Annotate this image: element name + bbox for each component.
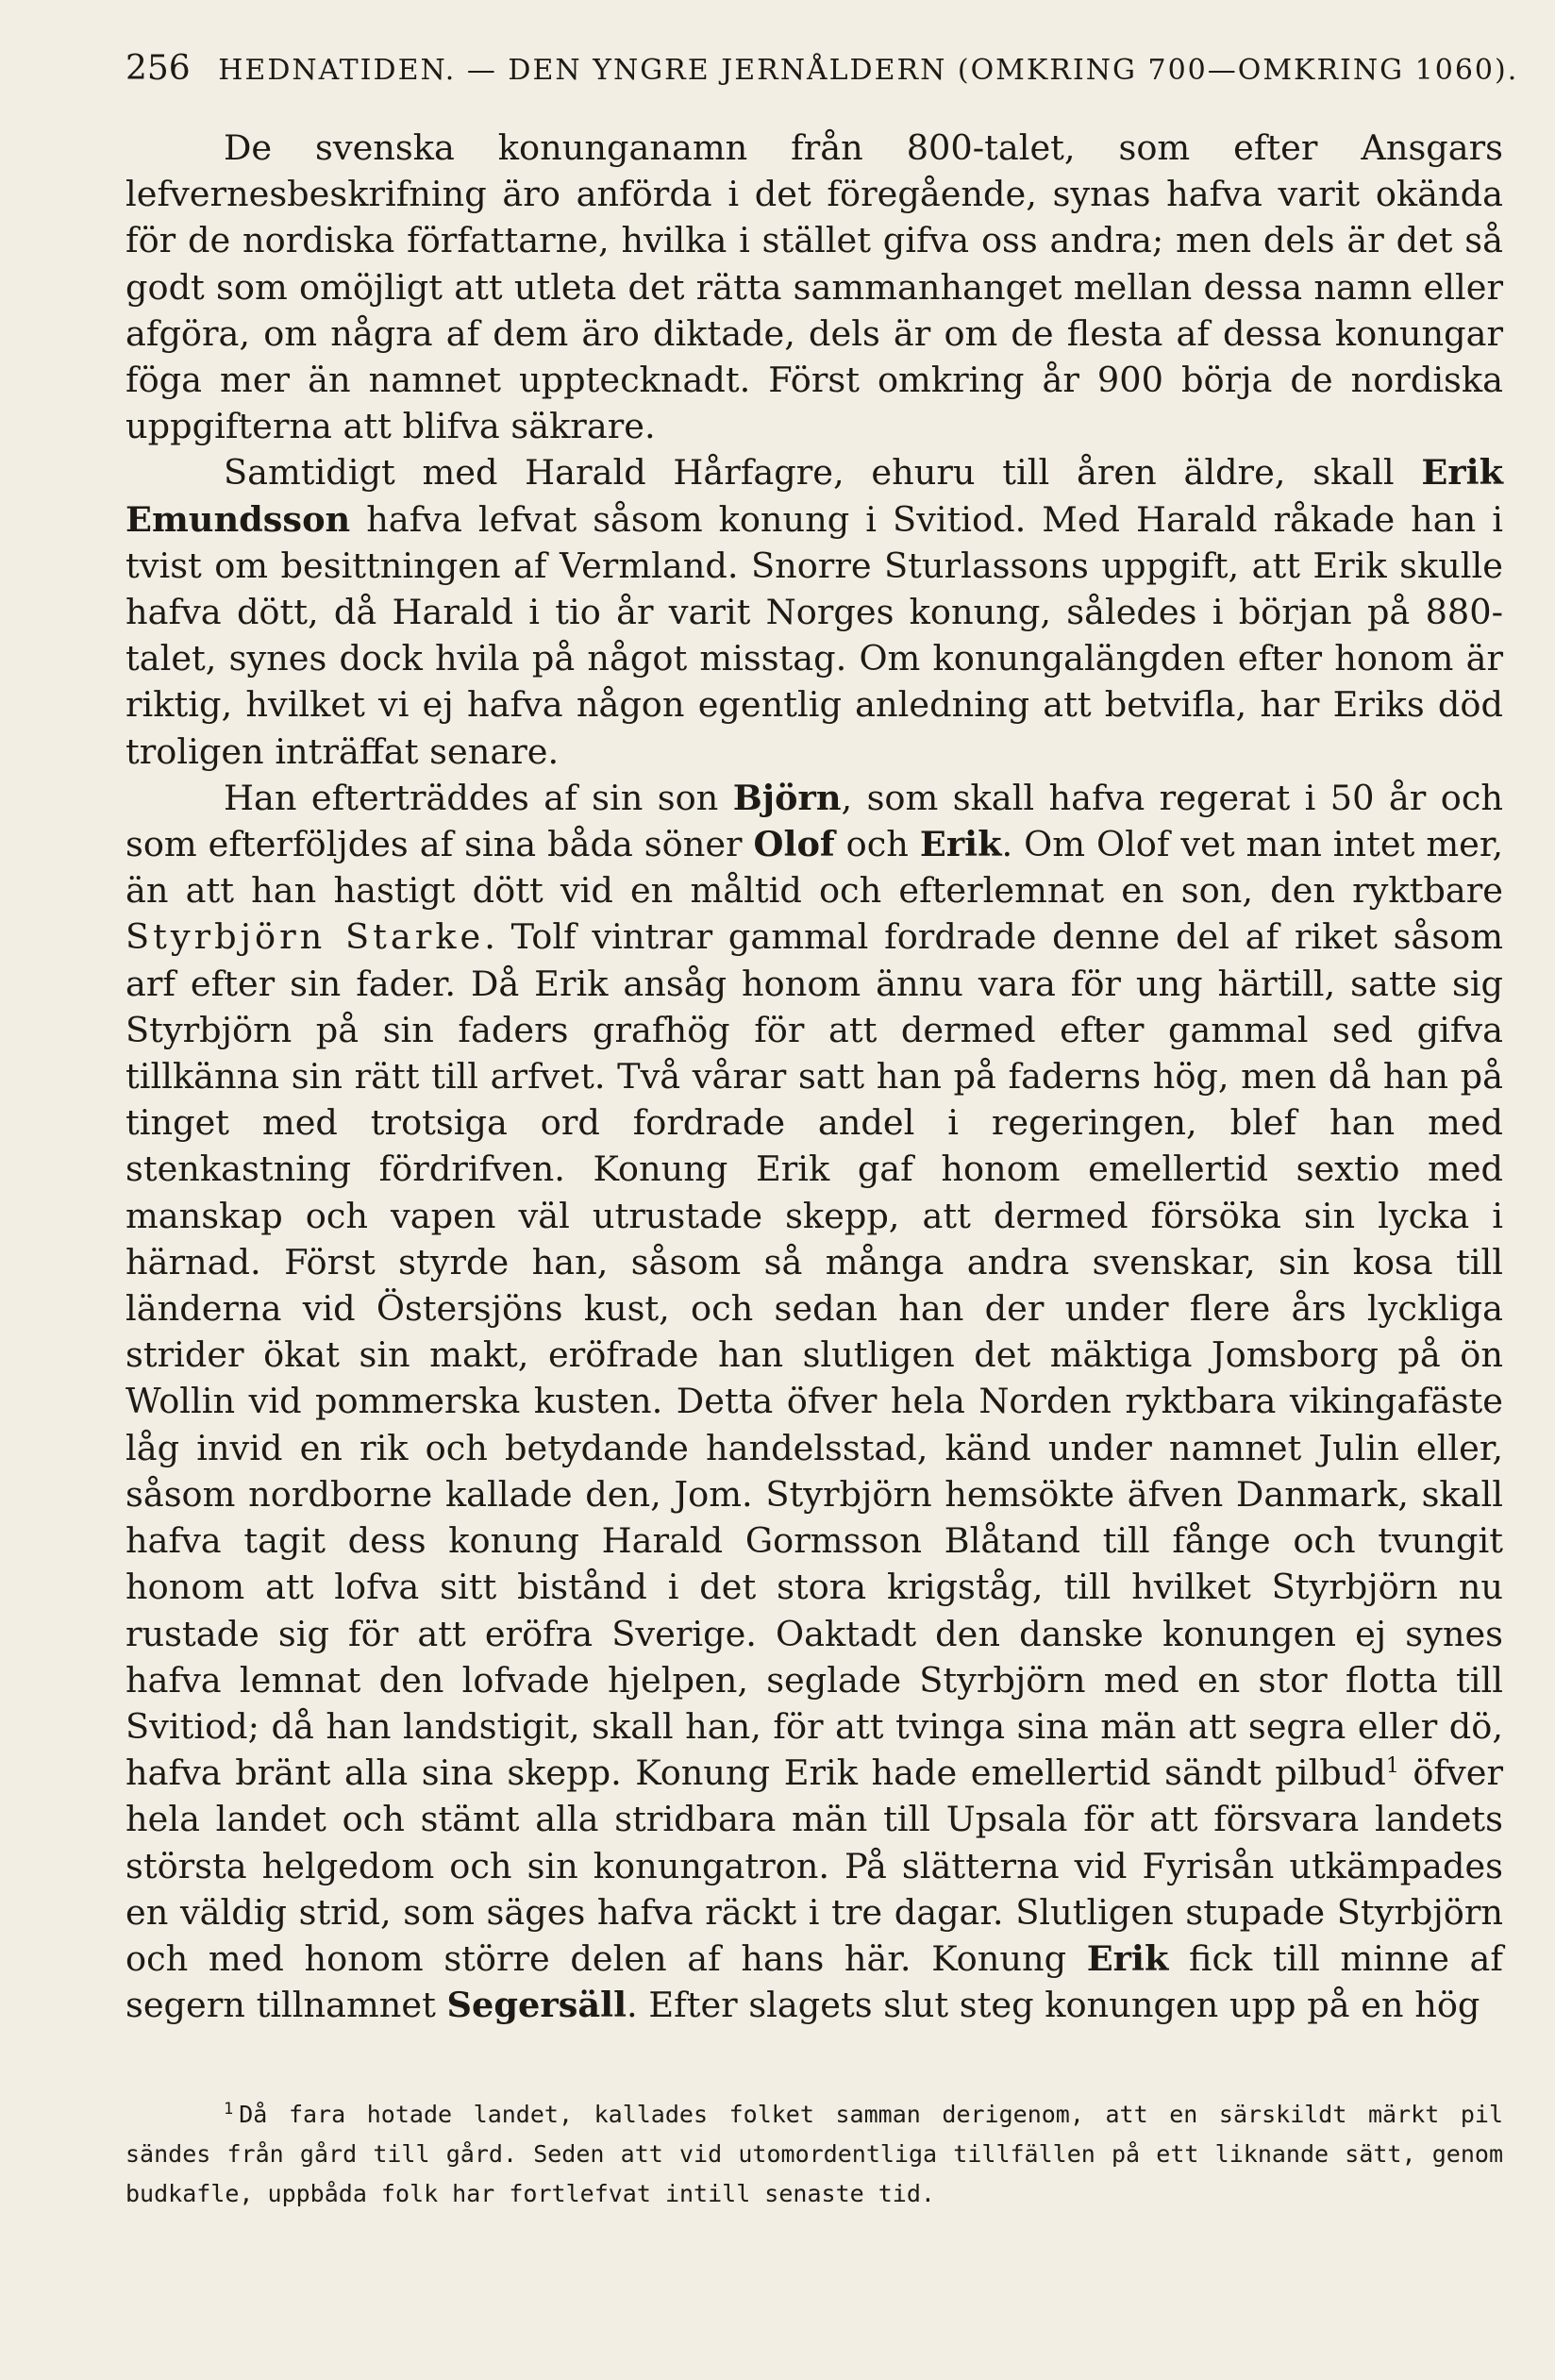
text-run: De svenska konunganamn från 800-talet, som efter Ansgars lefvernesbeskrifning äro anförda i det föregående, synas hafva varit okända för de nordiska författarne, hvilka i stället gifva oss andra; men dels är det så godt som omöjligt att utleta det rätta sammanhanget mellan dessa namn eller afgöra, om några af dem äro diktade, dels är om de flesta af dessa konungar föga mer än namnet upptecknadt. Först omkring år 900 börja de nordiska uppgifterna att blifva säkrare. (125, 127, 1503, 447)
paragraph (125, 449, 1503, 774)
running-title: HEDNATIDEN. — DEN YNGRE JERNÅLDERN (OMKRING 700—OMKRING 1060). (218, 54, 1519, 87)
footnote-text: Då fara hotade landet, kallades folket samman derigenom, att en särskildt märkt pil sändes från gård till gård. Seden att vid utomordentliga tillfällen på ett liknande sätt, genom budkafle, uppbåda folk har fortlefvat intill senaste tid. (125, 2101, 1503, 2207)
paragraph (125, 125, 1503, 449)
text-run: . Tolf vintrar gammal fordrade denne del af riket såsom arf efter sin fader. Då Erik ansåg honom ännu vara för ung härtill, satte sig Styrbjörn på sin faders grafhög för att dermed efter gammal sed gifva tillkänna sin rätt till arfvet. Två vårar satt han på faderns hög, men då han på tinget med trotsiga ord fordrade andel i regeringen, blef han med stenkastning fördrifven. Konung Erik gaf honom emellertid sextio med manskap och vapen väl utrustade skepp, att dermed försöka sin lycka i härnad. Först styrde han, såsom så många andra svenskar, sin kosa till länderna vid Östersjöns kust, och sedan han der under flere års lyckliga strider ökat sin makt, eröfrade han slutligen det mäktiga Jomsborg på ön Wollin vid pommerska kusten. Detta öfver hela Norden ryktbara vikingafäste låg invid en rik och betydande handelsstad, känd under namnet Julin eller, såsom nordborne kallade den, Jom. Styrbjörn hemsökte äfven Danmark, skall hafva tagit dess konung Harald Gormsson Blåtand till fånge och tvungit honom att lofva sitt bistånd i det stora krigståg, till hvilket Styrbjörn nu rustade sig för att eröfra Sverige. Oaktadt den danske konungen ej synes hafva lemnat den lofvade hjelpen, seglade Styrbjörn med en stor flotta till Svitiod; då han landstigit, skall han, för att tvinga sina män att segra eller dö, hafva bränt alla sina skepp. Konung Erik hade emellertid sändt pilbud (125, 916, 1503, 1794)
footnote-number: 1 (224, 2099, 234, 2119)
footnote-marker: 1 (1385, 1753, 1399, 1778)
text-run: Han efterträddes af sin son (224, 777, 733, 818)
text-run: , som skall hafva regerat i 50 år och som efterföljdes af sina båda söner (125, 777, 1503, 865)
text-run: och (834, 824, 920, 865)
footnote (125, 2095, 1503, 2214)
running-header (125, 49, 1519, 88)
name-bold: Olof (753, 824, 835, 865)
name-bold: Erik Emundsson (125, 452, 1503, 540)
footnotes (125, 2095, 1503, 2214)
page-number: 256 (125, 49, 191, 88)
text-run: . Efter slagets slut steg konungen upp på en hög (627, 1985, 1480, 2026)
paragraph (125, 775, 1503, 2028)
name-bold: Segersäll (446, 1985, 627, 2026)
name-bold: Erik (919, 824, 1002, 865)
text-run: öfver hela landet och stämt alla stridbara män till Upsala för att försvara landets största helgedom och sin konungatron. På slätterna vid Fyrisån utkämpades en väldig strid, som säges hafva räckt i tre dagar. Slutligen stupade Styrbjörn och med honom större delen af hans här. Konung (125, 1752, 1503, 1979)
name-bold: Erik (1086, 1937, 1169, 1979)
text-run: hafva lefvat såsom konung i Svitiod. Med Harald råkade han i tvist om besittningen af Vermland. Snorre Sturlassons uppgift, att Erik skulle hafva dött, då Harald i tio år varit Norges konung, således i början på 880-talet, synes dock hvila på något misstag. Om konungalängden efter honom är riktig, hvilket vi ej hafva någon egentlig anledning att betvifla, har Eriks död troligen inträffat senare. (125, 498, 1503, 772)
text-run: Samtidigt med Harald Hårfagre, ehuru till åren äldre, skall (224, 452, 1422, 494)
text-run: fick till minne af segern tillnamnet (125, 1937, 1503, 2026)
name-spaced: Styrbjörn Starke (125, 916, 485, 958)
body-text (125, 125, 1503, 2028)
name-bold: Björn (732, 777, 842, 818)
text-run: . Om Olof vet man intet mer, än att han hastigt dött vid en måltid och efterlemnat en son, den ryktbare (125, 824, 1503, 912)
